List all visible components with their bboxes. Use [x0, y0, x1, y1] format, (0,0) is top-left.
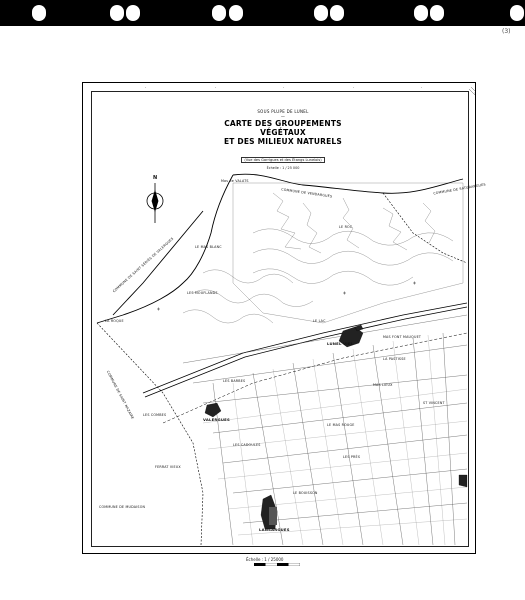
title-sub: (Vue des Garrigues et des Étangs Lunelois) — [241, 157, 324, 163]
binder-hole — [110, 5, 124, 21]
label-les-barbes: LES BARBES — [223, 379, 246, 383]
title-main2: ET DES MILIEUX NATURELS — [223, 137, 343, 146]
label-commune-vendargues: COMMUNE DE VENDARGUES — [280, 187, 333, 199]
scale-bar — [254, 563, 300, 566]
label-les-cadoules: LES CADOULES — [233, 443, 261, 447]
page-number: (3) — [502, 28, 511, 35]
binder-hole — [229, 5, 243, 21]
map-title-block — [223, 109, 343, 170]
grid-tick: · — [283, 85, 285, 90]
grid-tick: · — [145, 85, 147, 90]
title-main1: CARTE DES GROUPEMENTS VÉGÉTAUX — [224, 119, 342, 137]
binder-hole — [212, 5, 226, 21]
label-commune-saint-nazaire: COMMUNE DE SAINT NAZAIRE — [105, 369, 135, 421]
label-lansargues: LANSARGUES — [259, 527, 290, 532]
label-le-mas-rouge: LE MAS ROUGE — [327, 423, 355, 427]
binder-hole — [414, 5, 428, 21]
label-les-combes: LES COMBES — [143, 413, 167, 417]
title-line2: — — [280, 114, 286, 119]
title-scale: Échelle : 1 / 25 000 — [266, 166, 300, 170]
binder-hole — [126, 5, 140, 21]
label-mas-de-valats: Mas de VALATS — [221, 179, 249, 183]
label-ferrat-vieux: FERRAT VIEUX — [155, 465, 181, 469]
north-arrow — [147, 183, 163, 223]
label-la-roque: LA ROQUE — [105, 319, 124, 323]
grid-tick: · — [215, 85, 217, 90]
label-mas-font-mauquet: MAS FONT MAUQUET — [383, 335, 422, 339]
north-label: N — [153, 175, 158, 181]
binder-strip — [0, 0, 525, 26]
label-commune-mudaison: COMMUNE DE MUDAISON — [99, 505, 146, 509]
label-commune-saint-series: COMMUNE DE SAINT SÉRIÈS DE VALERGUES — [111, 236, 175, 294]
label-le-bouisson: LE BOUISSON — [293, 491, 318, 495]
label-le-lac: LE LAC — [313, 319, 326, 323]
label-la-pastisse: LA PASTISSE — [383, 357, 406, 361]
binder-hole — [32, 5, 46, 21]
binder-hole — [330, 5, 344, 21]
label-st-vincent: ST VINCENT — [423, 401, 445, 405]
binder-hole — [314, 5, 328, 21]
label-commune-saturargues: COMMUNE DE SATURARGUES — [433, 182, 487, 196]
title-line1: SOUS PLUPE DE LUNEL — [257, 109, 309, 114]
label-le-mas-blanc: LE MAS BLANC — [195, 245, 222, 249]
grid-tick: · — [353, 85, 355, 90]
map-sheet — [82, 82, 487, 554]
label-valergues: VALERGUES — [203, 417, 230, 422]
binder-hole — [430, 5, 444, 21]
label-les-pres: LES PRÉS — [343, 455, 361, 459]
bottom-scale-label: Échelle : 1 / 25000 — [246, 557, 284, 562]
label-mas-lieux: MAS LIEUX — [373, 383, 393, 387]
label-le-roc: LE ROC — [339, 225, 353, 229]
binder-hole — [510, 5, 524, 21]
label-lunel-viel: LUNEL VIEL — [327, 341, 354, 346]
label-les-mouflands: LES MOUFLANDS — [187, 291, 218, 295]
grid-tick: · — [421, 85, 423, 90]
